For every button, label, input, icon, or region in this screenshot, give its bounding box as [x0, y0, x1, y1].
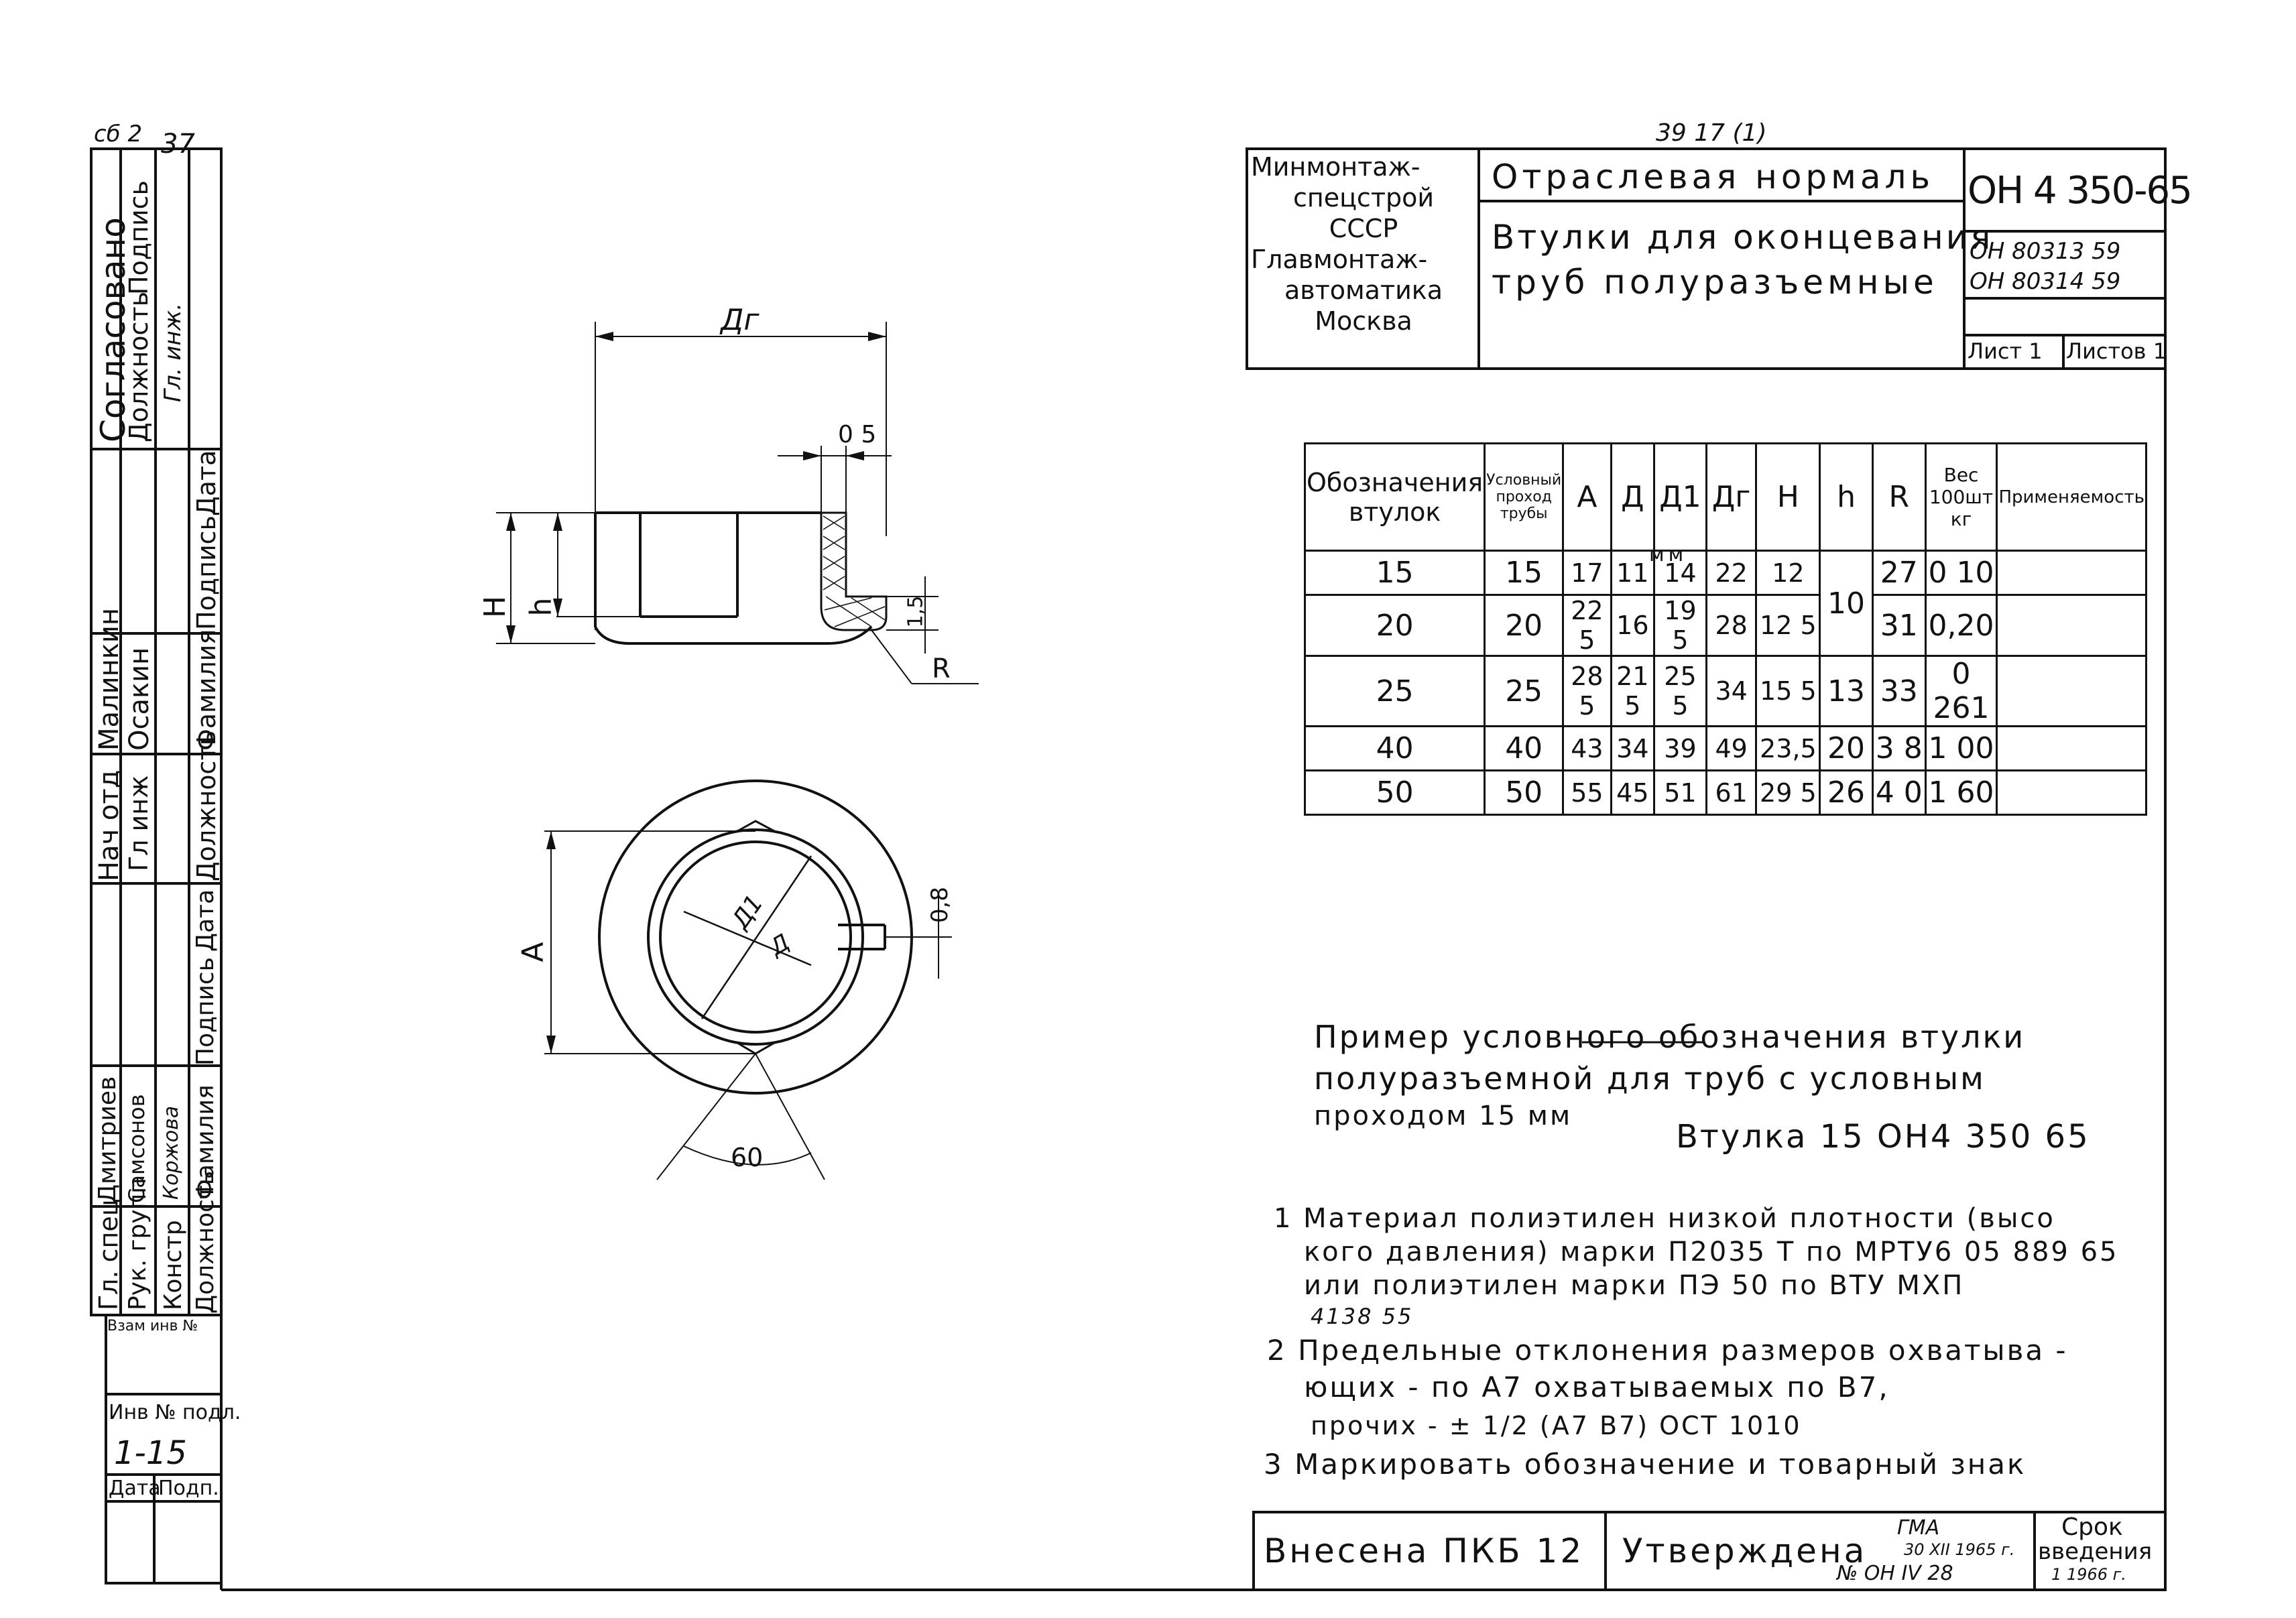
- note-1-line-3: или полиэтилен марки ПЭ 50 по ВТУ МХП: [1304, 1270, 1965, 1301]
- table-row: [1305, 656, 2147, 727]
- table-cell: 4 0: [1872, 771, 1925, 815]
- table-cell: 50: [1485, 771, 1563, 815]
- table-cell: 1 60: [1925, 771, 1997, 815]
- note-2-line-3: прочих - ± 1/2 (А7 В7) ОСТ 1010: [1311, 1411, 1802, 1440]
- approved-date: 30 XII 1965 г.: [1904, 1540, 2015, 1559]
- table-cell: 34: [1706, 656, 1756, 727]
- original-inventory-label: Инв № подл.: [109, 1401, 241, 1424]
- table-cell: [1997, 771, 2147, 815]
- table-cell: [1997, 727, 2147, 771]
- introduced-by: Внесена ПКБ 12: [1264, 1532, 1585, 1570]
- table-cell: 25 5: [1654, 656, 1707, 727]
- table-cell: 23,5: [1756, 727, 1820, 771]
- table-cell: 61: [1706, 771, 1756, 815]
- table-cell: 15: [1485, 551, 1563, 595]
- dim-label-bottom: 1,5: [904, 595, 928, 628]
- side-col-signature: Подпись: [124, 180, 154, 295]
- front-view-drawing: [544, 781, 952, 1180]
- table-cell: 20: [1305, 595, 1485, 656]
- col-header-Dg: Дг: [1706, 444, 1756, 551]
- side-surname-dmitriev: Дмитриев: [94, 1076, 121, 1203]
- original-inventory-number: 1-15: [114, 1434, 187, 1472]
- table-row: [1305, 771, 2147, 815]
- org-line: Главмонтаж-: [1251, 245, 1428, 274]
- table-cell: 0 261: [1925, 656, 1997, 727]
- table-cell: 40: [1305, 727, 1485, 771]
- top-inventory-number: 39 17 (1): [1656, 119, 1767, 147]
- term-label-2: введения: [2038, 1538, 2153, 1565]
- approved-org: ГМА: [1897, 1516, 1940, 1540]
- table-cell: [1997, 595, 2147, 656]
- example-line-1: Пример условного обозначения втулки: [1314, 1019, 2026, 1055]
- table-cell: 15 5: [1756, 656, 1820, 727]
- table-cell: 13: [1820, 656, 1873, 727]
- table-cell: 0,20: [1925, 595, 1997, 656]
- table-cell: 49: [1706, 727, 1756, 771]
- table-cell: 22: [1706, 551, 1756, 595]
- table-cell: 10: [1820, 551, 1873, 656]
- inventory-signature-label: Подп.: [158, 1477, 219, 1500]
- side-col-position-2: Должность: [192, 731, 221, 881]
- side-group-leader: Рук. групп: [124, 1178, 152, 1310]
- dim-label-R: R: [932, 654, 951, 684]
- col-header-nominal-bore: Условный проход трубы: [1485, 444, 1563, 551]
- table-cell: 40: [1485, 727, 1563, 771]
- inventory-date-label: Дата: [109, 1477, 161, 1500]
- table-cell: 34: [1611, 727, 1654, 771]
- table-cell: 28: [1706, 595, 1756, 656]
- replaces-standard-2: ОН 80314 59: [1970, 268, 2121, 295]
- table-cell: 11: [1611, 551, 1654, 595]
- table-cell: 20: [1820, 727, 1873, 771]
- table-row: [1305, 595, 2147, 656]
- table-cell: 17: [1563, 551, 1611, 595]
- table-cell: 28 5: [1563, 656, 1611, 727]
- table-cell: 22 5: [1563, 595, 1611, 656]
- example-line-3: проходом 15 мм: [1314, 1101, 1573, 1131]
- side-chief-engineer-2: Гл инж: [124, 775, 154, 871]
- table-cell: 15: [1305, 551, 1485, 595]
- side-col-surname-2: Фамилия: [192, 1084, 219, 1200]
- side-col-position-3: Должность: [192, 1170, 219, 1314]
- table-cell: 1 00: [1925, 727, 1997, 771]
- dim-label-slot: 0,8: [926, 886, 954, 924]
- table-cell: 27: [1872, 551, 1925, 595]
- table-cell: 51: [1654, 771, 1707, 815]
- dim-label-dg: Дг: [721, 303, 760, 337]
- side-col-signature-2: Подпись: [192, 515, 221, 630]
- document-code: ОН 4 350-65: [1968, 169, 2191, 212]
- dim-label-D: Д: [765, 929, 794, 961]
- table-cell: 25: [1305, 656, 1485, 727]
- org-line: спецстрой: [1292, 183, 1435, 212]
- table-cell: 29 5: [1756, 771, 1820, 815]
- sheets-count-label: Листов 1: [2066, 338, 2167, 364]
- table-cell: 21 5: [1611, 656, 1654, 727]
- dim-label-angle: 60: [731, 1143, 764, 1172]
- document-title-line1: Втулки для оконцевания: [1492, 218, 1994, 257]
- side-chief-engineer: Гл. инж.: [160, 302, 186, 402]
- side-surname-malinkin: Малинкин: [94, 607, 125, 751]
- dim-label-D1: Д1: [727, 889, 769, 934]
- col-header-applicability: Применяемость: [1997, 444, 2147, 551]
- org-line: Москва: [1315, 306, 1412, 336]
- table-cell: 26: [1820, 771, 1873, 815]
- note-3: 3 Маркировать обозначение и товарный знак: [1264, 1448, 2027, 1481]
- approved-label: Утверждена: [1622, 1532, 1868, 1570]
- side-col-surname-1: Фамилия: [192, 629, 221, 751]
- side-dept-head: Нач отд: [94, 769, 125, 881]
- replaces-standard-1: ОН 80313 59: [1970, 238, 2121, 265]
- col-header-D1: Д1: [1654, 444, 1707, 551]
- dim-label-h: h: [524, 597, 558, 617]
- note-2-line-1: 2 Предельные отклонения размеров охватыва -: [1267, 1334, 2068, 1367]
- col-header-designation: Обозначения втулок: [1305, 444, 1485, 551]
- side-col-position: Должность: [124, 292, 154, 442]
- table-cell: 0 10: [1925, 551, 1997, 595]
- sheet-number-label: 37: [161, 129, 195, 160]
- example-line-2: полуразъемной для труб с условным: [1314, 1060, 1986, 1097]
- table-cell: 25: [1485, 656, 1563, 727]
- approved-number: № ОН IV 28: [1837, 1562, 1953, 1585]
- side-designer: Констр: [160, 1220, 187, 1310]
- col-header-R: R: [1872, 444, 1925, 551]
- col-header-A: А: [1563, 444, 1611, 551]
- col-header-weight: Вес 100шт кг: [1925, 444, 1997, 551]
- table-cell: 12: [1756, 551, 1820, 595]
- table-cell: 31: [1872, 595, 1925, 656]
- table-cell: [1997, 551, 2147, 595]
- side-col-date-2: Дата: [192, 889, 219, 952]
- table-unit-label: мм: [1649, 543, 1688, 566]
- sheet-series-label: сб 2: [94, 121, 143, 147]
- dim-label-A: А: [516, 942, 550, 962]
- org-line: Минмонтаж-: [1251, 152, 1421, 182]
- side-col-date-1: Дата: [192, 450, 221, 516]
- table-cell: 14: [1654, 551, 1707, 595]
- term-date: 1 1966 г.: [2051, 1565, 2126, 1584]
- dimensions-table: [1304, 442, 2147, 816]
- note-1-line-2: кого давления) марки П2035 Т по МРТУ6 05 889 65: [1304, 1237, 2119, 1267]
- organization-block: [1251, 151, 1476, 336]
- org-line: СССР: [1329, 214, 1398, 243]
- table-row: [1305, 727, 2147, 771]
- dim-label-H: Н: [478, 595, 513, 619]
- table-cell: 3 8: [1872, 727, 1925, 771]
- table-cell: 45: [1611, 771, 1654, 815]
- document-title-line2: труб полуразъемные: [1492, 263, 1938, 302]
- dim-label-wall: 0 5: [838, 421, 877, 448]
- table-body: [1305, 551, 2147, 815]
- col-header-h: h: [1820, 444, 1873, 551]
- replaced-inventory-label: Взам инв №: [107, 1318, 198, 1334]
- table-cell: 39: [1654, 727, 1707, 771]
- table-cell: 55: [1563, 771, 1611, 815]
- table-cell: 33: [1872, 656, 1925, 727]
- side-surname-samsonov: Самсонов: [124, 1094, 149, 1203]
- side-surname-osakin: Осакин: [124, 647, 155, 751]
- table-cell: 20: [1485, 595, 1563, 656]
- side-surname-korzhova: Коржова: [160, 1105, 183, 1200]
- side-col-signature-3: Подпись: [192, 957, 219, 1066]
- note-1-line-1: 1 Материал полиэтилен низкой плотности (высо: [1274, 1203, 2055, 1234]
- org-line: автоматика: [1284, 275, 1443, 305]
- table-cell: 16: [1611, 595, 1654, 656]
- sheet-label: Лист 1: [1968, 338, 2043, 364]
- table-cell: [1997, 656, 2147, 727]
- table-cell: 19 5: [1654, 595, 1707, 656]
- side-view-drawing: [496, 322, 979, 684]
- table-cell: 50: [1305, 771, 1485, 815]
- table-cell: 43: [1563, 727, 1611, 771]
- col-header-H: Н: [1756, 444, 1820, 551]
- term-label-1: Срок: [2061, 1513, 2123, 1541]
- example-designation: Втулка 15 ОН4 350 65: [1676, 1118, 2090, 1156]
- side-chief-specialist: Гл. спец: [94, 1198, 123, 1310]
- col-header-D: Д: [1611, 444, 1654, 551]
- table-cell: 12 5: [1756, 595, 1820, 656]
- standard-type: Отраслевая нормаль: [1492, 158, 1934, 196]
- table-row: [1305, 551, 2147, 595]
- note-2-line-2: ющих - по А7 охватываемых по В7,: [1304, 1371, 1890, 1404]
- side-agreed-title: Согласовано: [94, 217, 133, 442]
- note-1-line-4: 4138 55: [1311, 1304, 1414, 1329]
